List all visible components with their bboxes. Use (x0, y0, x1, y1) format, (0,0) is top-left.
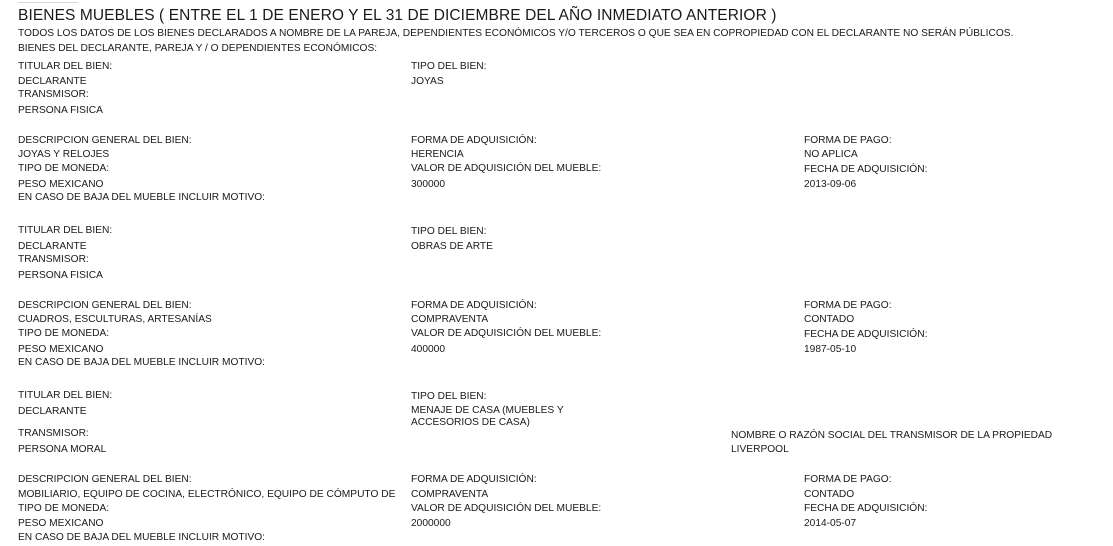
baja-label: EN CASO DE BAJA DEL MUEBLE INCLUIR MOTIVO: (18, 532, 266, 543)
descripcion-label: DESCRIPCION GENERAL DEL BIEN: (18, 135, 192, 146)
forma-pago-value: CONTADO (804, 489, 855, 500)
tipo-bien-value: MENAJE DE CASA (MUEBLES Y ACCESORIOS DE CASA) (411, 405, 564, 428)
fecha-label: FECHA DE ADQUISICIÓN: (804, 503, 928, 514)
forma-adquisicion-value: HERENCIA (411, 149, 464, 160)
forma-adquisicion-label: FORMA DE ADQUISICIÓN: (411, 135, 537, 146)
descripcion-value: MOBILIARIO, EQUIPO DE COCINA, ELECTRÓNICO, EQUIPO DE CÓMPUTO DE (18, 489, 396, 500)
tipo-moneda-label: TIPO DE MONEDA: (18, 328, 110, 339)
forma-adquisicion-value: COMPRAVENTA (411, 314, 489, 325)
valor-label: VALOR DE ADQUISICIÓN DEL MUEBLE: (411, 328, 602, 339)
section-subheading: BIENES DEL DECLARANTE, PAREJA Y / O DEPENDIENTES ECONÓMICOS: (18, 43, 378, 54)
forma-adquisicion-value: COMPRAVENTA (411, 489, 489, 500)
valor-value: 2000000 (411, 518, 451, 529)
forma-adquisicion-label: FORMA DE ADQUISICIÓN: (411, 474, 537, 485)
tipo-bien-value: JOYAS (411, 76, 444, 87)
titular-label: TITULAR DEL BIEN: (18, 61, 113, 72)
tipo-moneda-value: PESO MEXICANO (18, 344, 104, 355)
tipo-bien-value: OBRAS DE ARTE (411, 241, 493, 252)
valor-value: 300000 (411, 179, 445, 190)
valor-label: VALOR DE ADQUISICIÓN DEL MUEBLE: (411, 503, 602, 514)
cropped-header-remnant (18, 0, 78, 3)
transmisor-label: TRANSMISOR: (18, 89, 89, 100)
section-title: BIENES MUEBLES ( ENTRE EL 1 DE ENERO Y EL 31 DE DICIEMBRE DEL AÑO INMEDIATO ANTERIOR ) (18, 7, 777, 24)
valor-label: VALOR DE ADQUISICIÓN DEL MUEBLE: (411, 163, 602, 174)
fecha-value: 2014-05-07 (804, 518, 857, 529)
tipo-moneda-label: TIPO DE MONEDA: (18, 163, 110, 174)
tipo-bien-label: TIPO DEL BIEN: (411, 226, 487, 237)
fecha-label: FECHA DE ADQUISICIÓN: (804, 329, 928, 340)
forma-pago-label: FORMA DE PAGO: (804, 135, 892, 146)
fecha-value: 1987-05-10 (804, 344, 857, 355)
tipo-moneda-value: PESO MEXICANO (18, 518, 104, 529)
titular-value: DECLARANTE (18, 406, 87, 417)
transmisor-label: TRANSMISOR: (18, 254, 89, 265)
nombre-transmisor-label: NOMBRE O RAZÓN SOCIAL DEL TRANSMISOR DE LA PROPIEDAD (731, 430, 1053, 441)
descripcion-value: JOYAS Y RELOJES (18, 149, 110, 160)
baja-label: EN CASO DE BAJA DEL MUEBLE INCLUIR MOTIVO: (18, 192, 266, 203)
transmisor-label: TRANSMISOR: (18, 428, 89, 439)
privacy-notice: TODOS LOS DATOS DE LOS BIENES DECLARADOS A NOMBRE DE LA PAREJA, DEPENDIENTES ECONÓMICOS Y/O TERCEROS O QUE SEA EN COPROPIEDAD CON EL DECLARANTE NO SERÁN PÚBLICOS. (18, 28, 1014, 39)
nombre-transmisor-value: LIVERPOOL (731, 444, 789, 455)
transmisor-value: PERSONA MORAL (18, 444, 107, 455)
titular-label: TITULAR DEL BIEN: (18, 390, 113, 401)
descripcion-label: DESCRIPCION GENERAL DEL BIEN: (18, 300, 192, 311)
tipo-bien-label: TIPO DEL BIEN: (411, 391, 487, 402)
forma-pago-value: CONTADO (804, 314, 855, 325)
titular-value: DECLARANTE (18, 76, 87, 87)
baja-label: EN CASO DE BAJA DEL MUEBLE INCLUIR MOTIVO: (18, 357, 266, 368)
transmisor-value: PERSONA FISICA (18, 270, 103, 281)
descripcion-value: CUADROS, ESCULTURAS, ARTESANÍAS (18, 314, 212, 325)
valor-value: 400000 (411, 344, 445, 355)
forma-pago-label: FORMA DE PAGO: (804, 474, 892, 485)
titular-label: TITULAR DEL BIEN: (18, 225, 113, 236)
fecha-value: 2013-09-06 (804, 179, 857, 190)
transmisor-value: PERSONA FISICA (18, 105, 103, 116)
forma-pago-label: FORMA DE PAGO: (804, 300, 892, 311)
forma-adquisicion-label: FORMA DE ADQUISICIÓN: (411, 300, 537, 311)
forma-pago-value: NO APLICA (804, 149, 858, 160)
descripcion-label: DESCRIPCION GENERAL DEL BIEN: (18, 474, 192, 485)
tipo-bien-label: TIPO DEL BIEN: (411, 61, 487, 72)
fecha-label: FECHA DE ADQUISICIÓN: (804, 164, 928, 175)
titular-value: DECLARANTE (18, 241, 87, 252)
tipo-moneda-label: TIPO DE MONEDA: (18, 503, 110, 514)
tipo-moneda-value: PESO MEXICANO (18, 179, 104, 190)
